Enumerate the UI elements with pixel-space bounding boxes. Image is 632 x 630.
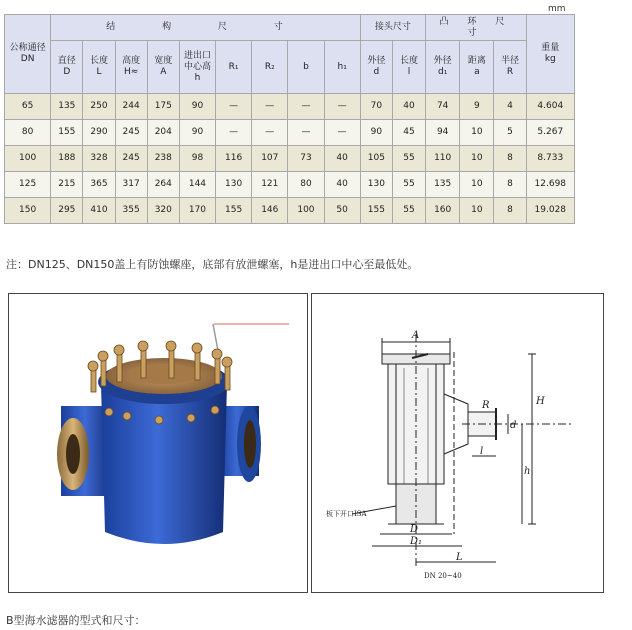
header-joint: 接头尺寸 [360, 15, 425, 41]
subheader-symbol: l [407, 67, 411, 77]
table-cell: 107 [252, 146, 288, 172]
subheader-symbol: R₂ [264, 61, 275, 72]
table-cell: 80 [5, 120, 51, 146]
table-cell: 244 [115, 94, 147, 120]
subheader-label: 进出口中心高 [183, 50, 211, 72]
label-L: L [456, 552, 463, 563]
table-row [5, 120, 575, 146]
table-cell: 155 [51, 120, 83, 146]
label-D1: D₁ [410, 536, 423, 547]
table-cell: 264 [147, 172, 179, 198]
subheader-symbol: A [160, 67, 167, 77]
table-cell: 90 [179, 94, 215, 120]
table-cell: 55 [392, 198, 425, 224]
table-cell: 295 [51, 198, 83, 224]
subheader-symbol: d₁ [438, 67, 448, 77]
subheader-label: 外径 [433, 56, 452, 66]
strainer-photo-panel [8, 293, 308, 593]
table-cell: 100 [5, 146, 51, 172]
header-boss-label: 凸 环 尺 寸 [439, 16, 513, 38]
table-cell: 80 [288, 172, 324, 198]
table-cell: 135 [51, 94, 83, 120]
table-cell: 410 [83, 198, 115, 224]
table-cell: — [252, 120, 288, 146]
table-row [5, 146, 575, 172]
subheader-label: 长度 [400, 56, 419, 66]
table-cell: 98 [179, 146, 215, 172]
table-cell: — [324, 94, 360, 120]
table-cell: 73 [288, 146, 324, 172]
label-D: D [410, 524, 419, 535]
subheader-cell [426, 41, 460, 94]
table-cell: 55 [392, 146, 425, 172]
table-cell: 8 [494, 172, 526, 198]
table-cell: 10 [460, 120, 494, 146]
table-cell: 94 [426, 120, 460, 146]
table-cell: 40 [392, 94, 425, 120]
table-row [5, 198, 575, 224]
table-cell: 144 [179, 172, 215, 198]
table-cell: — [288, 94, 324, 120]
subheader-symbol: d [373, 67, 380, 77]
subheader-label: 宽度 [154, 56, 173, 66]
subheader-label: 外径 [367, 56, 386, 66]
table-cell: 110 [426, 146, 460, 172]
table-body [5, 94, 575, 224]
spec-table [4, 14, 575, 224]
right-flange-bore [244, 420, 256, 468]
subheader-symbol: R₁ [228, 61, 239, 72]
table-cell: 328 [83, 146, 115, 172]
header-boss [426, 15, 527, 41]
label-A: A [412, 330, 420, 341]
subheader-cell [252, 41, 288, 94]
label-R: R [482, 400, 490, 411]
subheader-symbol: L [96, 67, 102, 77]
table-cell: 175 [147, 94, 179, 120]
subheader-cell [51, 41, 83, 94]
subheader-cell [494, 41, 526, 94]
subheader-cell [115, 41, 147, 94]
table-cell: 215 [51, 172, 83, 198]
subheader-label: 距离 [467, 56, 486, 66]
subheader-cell [324, 41, 360, 94]
table-cell: 40 [324, 172, 360, 198]
table-cell: — [216, 120, 252, 146]
subheader-symbol: b [303, 61, 309, 72]
table-row [5, 172, 575, 198]
table-cell: 10 [460, 198, 494, 224]
subheader-cell [83, 41, 115, 94]
table-cell: — [216, 94, 252, 120]
table-cell: 8.733 [526, 146, 574, 172]
table-cell: 45 [392, 120, 425, 146]
strainer-body [101, 384, 227, 544]
strainer-photo [9, 294, 307, 592]
table-cell: 317 [115, 172, 147, 198]
table-cell: 238 [147, 146, 179, 172]
label-d: d [510, 420, 517, 431]
table-cell: 365 [83, 172, 115, 198]
table-cell: 135 [426, 172, 460, 198]
table-cell: 320 [147, 198, 179, 224]
table-cell: 4 [494, 94, 526, 120]
subheader-symbol: D [63, 67, 71, 77]
subheader-symbol: H≈ [123, 67, 139, 77]
table-cell: 55 [392, 172, 425, 198]
table-cell: 160 [426, 198, 460, 224]
header-weight [526, 15, 574, 94]
table-cell: 146 [252, 198, 288, 224]
subheader-label: 长度 [89, 56, 108, 66]
subheader-label: 半径 [501, 56, 520, 66]
table-cell: 125 [5, 172, 51, 198]
drawing-outline [352, 334, 572, 569]
label-foot: DN 20~40 [424, 572, 462, 580]
table-cell: 10 [460, 172, 494, 198]
header-struct-label: 结 构 尺 寸 [106, 22, 305, 32]
table-cell: 204 [147, 120, 179, 146]
technical-drawing [312, 294, 603, 592]
table-cell: 90 [360, 120, 392, 146]
table-cell: 250 [83, 94, 115, 120]
subheader-label: 高度 [122, 56, 141, 66]
label-h: h [524, 466, 531, 477]
table-cell: 116 [216, 146, 252, 172]
technical-drawing-panel [311, 293, 604, 593]
label-l: l [480, 446, 484, 457]
subheader-cell [147, 41, 179, 94]
table-cell: 9 [460, 94, 494, 120]
subheader-cell [392, 41, 425, 94]
subheader-label: 直径 [57, 56, 76, 66]
table-cell: 170 [179, 198, 215, 224]
table-cell: 50 [324, 198, 360, 224]
header-dn-label: 公称通径 [9, 43, 46, 53]
table-cell: 355 [115, 198, 147, 224]
table-cell: 130 [360, 172, 392, 198]
table-cell: 155 [360, 198, 392, 224]
table-cell: 40 [324, 146, 360, 172]
table-cell: 4.604 [526, 94, 574, 120]
table-cell: 19.028 [526, 198, 574, 224]
table-cell: 100 [288, 198, 324, 224]
table-cell: 65 [5, 94, 51, 120]
table-cell: 155 [216, 198, 252, 224]
table-cell: 5.267 [526, 120, 574, 146]
table-cell: 8 [494, 146, 526, 172]
subheader-symbol: a [474, 67, 480, 77]
caption: B型海水滤器的型式和尺寸： [6, 614, 146, 627]
header-struct [51, 15, 361, 41]
header-dn-sub: DN [20, 54, 35, 64]
table-cell: — [324, 120, 360, 146]
table-cell: 12.698 [526, 172, 574, 198]
table-cell: — [252, 94, 288, 120]
header-row-sub [5, 41, 575, 94]
subheader-symbol: R [506, 67, 514, 77]
left-flange-bore [66, 434, 80, 474]
header-dn [5, 15, 51, 94]
table-note: 注：DN125、DN150盖上有防蚀螺座，底部有放泄螺塞，h是进出口中心至最低处。 [6, 258, 419, 271]
subheader-cell [460, 41, 494, 94]
subheader-symbol: h₁ [337, 61, 347, 72]
table-cell: 245 [115, 146, 147, 172]
table-cell: 90 [179, 120, 215, 146]
table-cell: 121 [252, 172, 288, 198]
label-plate: 板下开口ISA [326, 510, 367, 518]
header-weight-label: 重量 [541, 43, 560, 53]
header-weight-unit: kg [544, 54, 556, 64]
table-cell: 105 [360, 146, 392, 172]
subheader-symbol: h [194, 72, 201, 83]
table-cell: 188 [51, 146, 83, 172]
label-H: H [536, 396, 545, 407]
table-cell: 5 [494, 120, 526, 146]
table-row [5, 94, 575, 120]
unit-label: mm [548, 4, 566, 14]
subheader-cell [360, 41, 392, 94]
subheader-cell [288, 41, 324, 94]
table-cell: 130 [216, 172, 252, 198]
table-cell: 74 [426, 94, 460, 120]
subheader-cell [216, 41, 252, 94]
subheader-cell [179, 41, 215, 94]
table-cell: 245 [115, 120, 147, 146]
table-cell: 290 [83, 120, 115, 146]
table-cell: 8 [494, 198, 526, 224]
table-cell: — [288, 120, 324, 146]
table-cell: 150 [5, 198, 51, 224]
table-cell: 70 [360, 94, 392, 120]
table-cell: 10 [460, 146, 494, 172]
header-row-top [5, 15, 575, 41]
lid-top [128, 364, 200, 384]
